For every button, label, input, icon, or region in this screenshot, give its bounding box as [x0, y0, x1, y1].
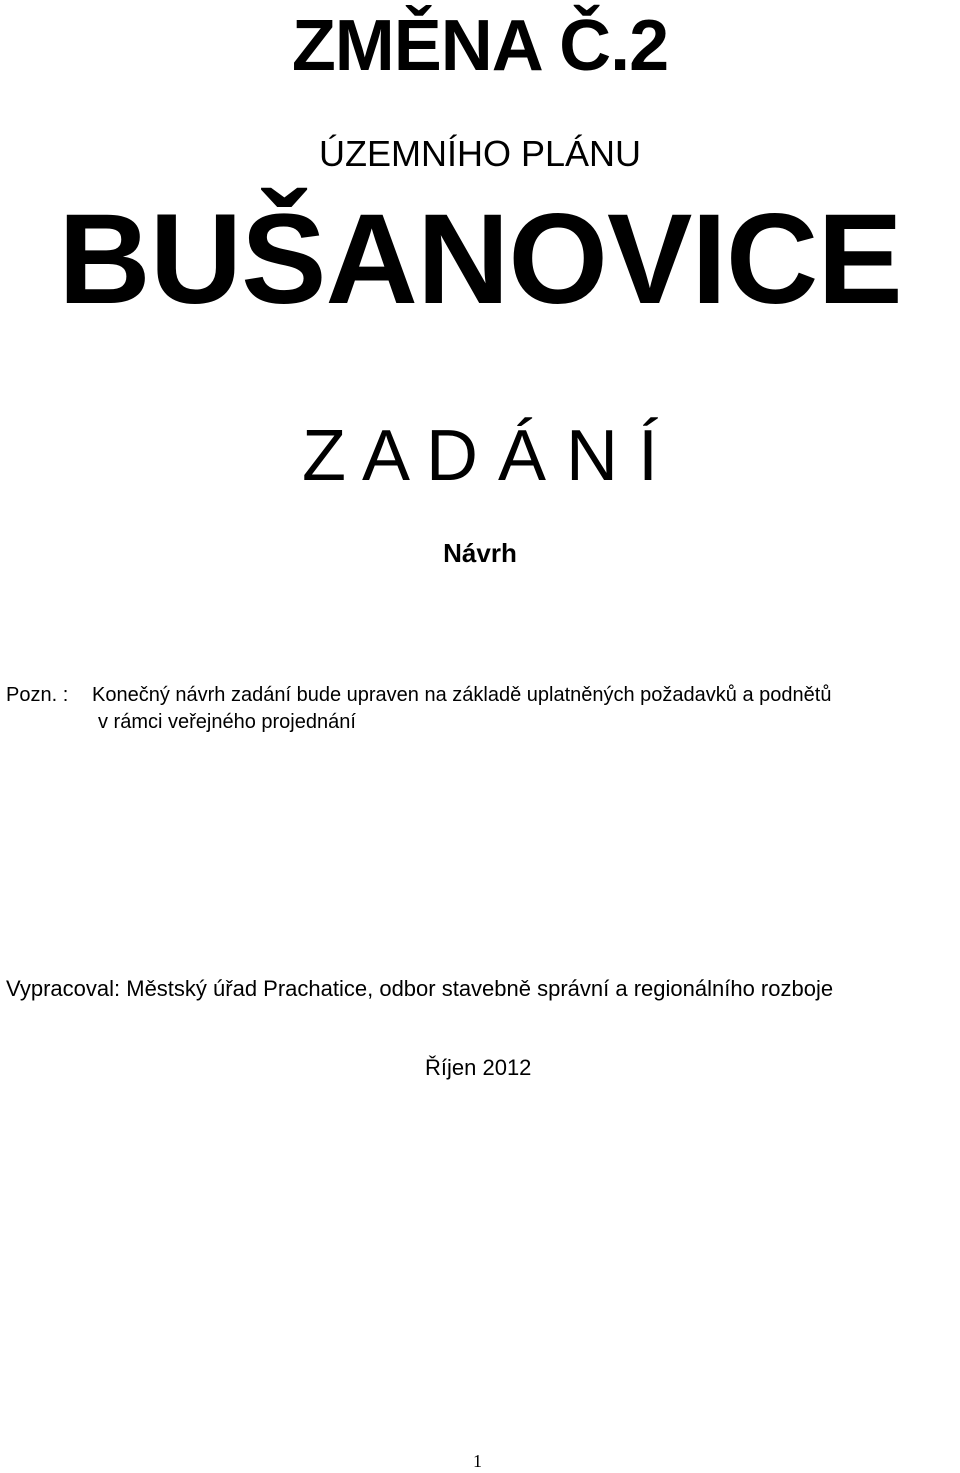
note-text-line-1: Konečný návrh zadání bude upraven na základě uplatněných požadavků a podnětů: [92, 684, 832, 706]
document-status: Návrh: [443, 538, 517, 568]
note-text-line-2: v rámci veřejného projednání: [98, 711, 356, 733]
note-block: [6, 682, 831, 736]
municipality-name: BUŠANOVICE: [58, 188, 902, 331]
page-number: 1: [473, 1451, 482, 1471]
document-type: Z A D Á N Í: [301, 416, 659, 496]
document-subtitle: ÚZEMNÍHO PLÁNU: [318, 133, 642, 174]
note-line-1: [6, 682, 831, 709]
author-line: Vypracoval: Městský úřad Prachatice, odbor stavebně správní a regionálního rozboje: [6, 976, 834, 1001]
document-title: ZMĚNA Č.2: [291, 6, 669, 86]
document-date: Říjen 2012: [425, 1055, 532, 1080]
note-label: Pozn. :: [6, 684, 69, 706]
